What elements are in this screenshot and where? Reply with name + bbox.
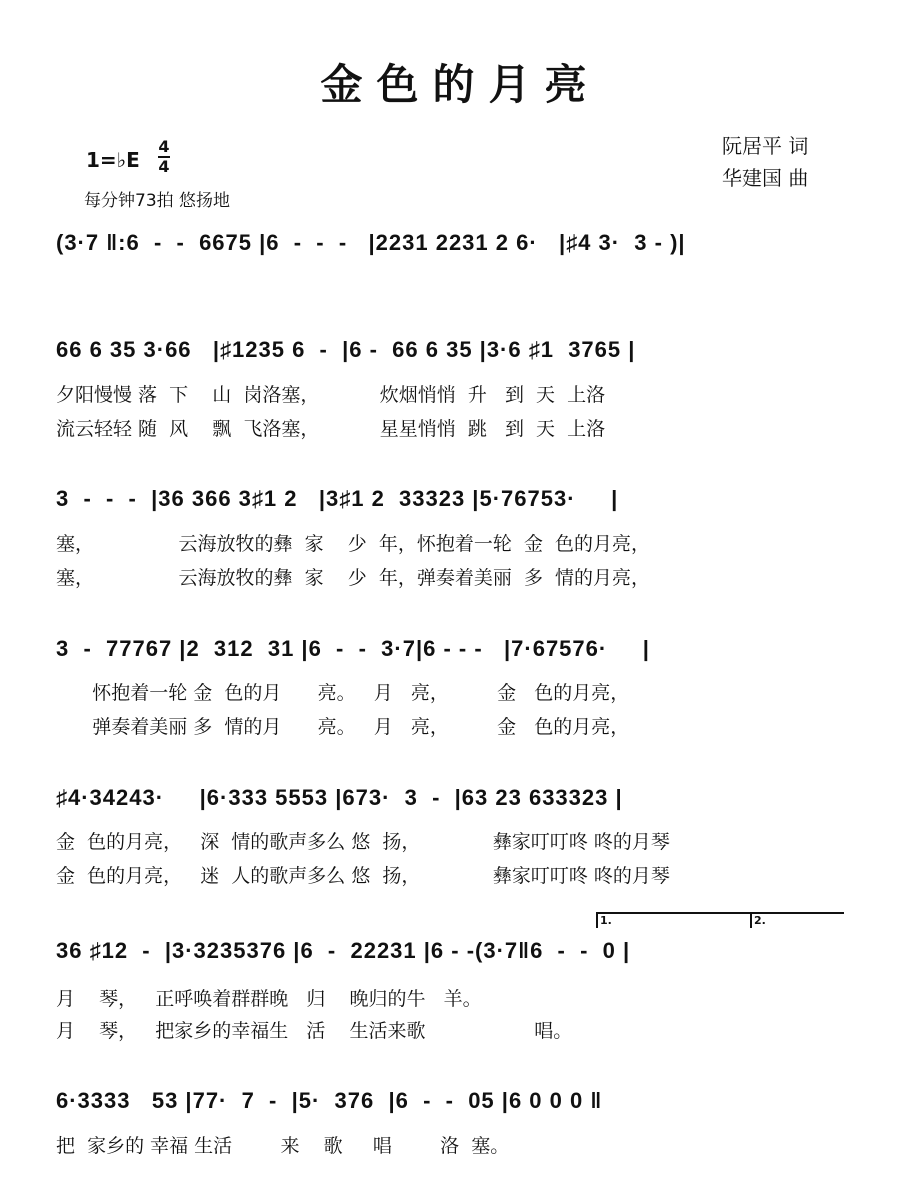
notation-line-6: 36 ♯12 - |3·3235376 |6 - 22231 |6 - -(3·7‖6 - - 0 | <box>56 938 631 963</box>
lyric-line: 月 琴， 把家乡的幸福生 活 生活来歌 唱。 <box>56 1020 573 1042</box>
volta-1: 1. <box>596 912 750 928</box>
lyric-line: 弹奏着美丽 多 情的月 亮。 月 亮， 金 色的月亮， <box>56 716 630 738</box>
composer: 华建国 曲 <box>722 166 809 190</box>
lyric-line: 金 色的月亮， 迷 人的歌声多么 悠 扬， 彝家叮叮咚 咚的月琴 <box>56 865 670 887</box>
song-title: 金色的月亮 <box>320 60 601 109</box>
notation-line-4: 3 - 77767 |2 312 31 |6 - - 3·7|6 - - - |7·67576· | <box>56 636 650 661</box>
notation-line-3: 3 - - - |36 366 3♯1 2 |3♯1 2 33323 |5·76753· | <box>56 486 619 511</box>
tempo-marking: 每分钟73拍 悠扬地 <box>84 191 231 211</box>
key-signature: 1=♭E <box>86 148 140 172</box>
lyric-line: 怀抱着一轮 金 色的月 亮。 月 亮， 金 色的月亮， <box>56 682 630 704</box>
meter-top: 4 <box>158 137 170 156</box>
lyric-line: 把 家乡的 幸福 生活 来 歌 唱 洛 塞。 <box>56 1135 510 1157</box>
volta-2: 2. <box>750 912 844 928</box>
lyric-line: 月 琴， 正呼唤着群群晚 归 晚归的牛 羊。 <box>56 988 482 1010</box>
lyric-line: 塞， 云海放牧的彝 家 少 年，怀抱着一轮 金 色的月亮， <box>56 533 651 555</box>
lyric-line: 流云轻轻 随 风 飘 飞洛塞， 星星悄悄 跳 到 天 上洛 <box>56 418 606 440</box>
notation-line-2: 66 6 35 3·66 |♯1235 6 - |6 - 66 6 35 |3·6 ♯1 3765 | <box>56 337 636 362</box>
lyricist: 阮居平 词 <box>722 134 809 158</box>
time-signature <box>158 138 170 176</box>
notation-line-7: 6·3333 53 |77· 7 - |5· 376 |6 - - 05 |6 0 0 0 ‖ <box>56 1088 603 1113</box>
notation-line-1: (3·7 ‖:6 - - 6675 |6 - - - |2231 2231 2 6· |♯4 3· 3 - )| <box>56 230 686 255</box>
credits <box>722 130 808 194</box>
lyric-line: 塞， 云海放牧的彝 家 少 年，弹奏着美丽 多 情的月亮， <box>56 567 651 589</box>
lyric-line: 夕阳慢慢 落 下 山 岗洛塞， 炊烟悄悄 升 到 天 上洛 <box>56 384 606 406</box>
meter-bottom: 4 <box>158 157 170 176</box>
lyric-line: 金 色的月亮， 深 情的歌声多么 悠 扬， 彝家叮叮咚 咚的月琴 <box>56 831 670 853</box>
notation-line-5: ♯4·34243· |6·333 5553 |673· 3 - |63 23 633323 | <box>56 785 623 810</box>
